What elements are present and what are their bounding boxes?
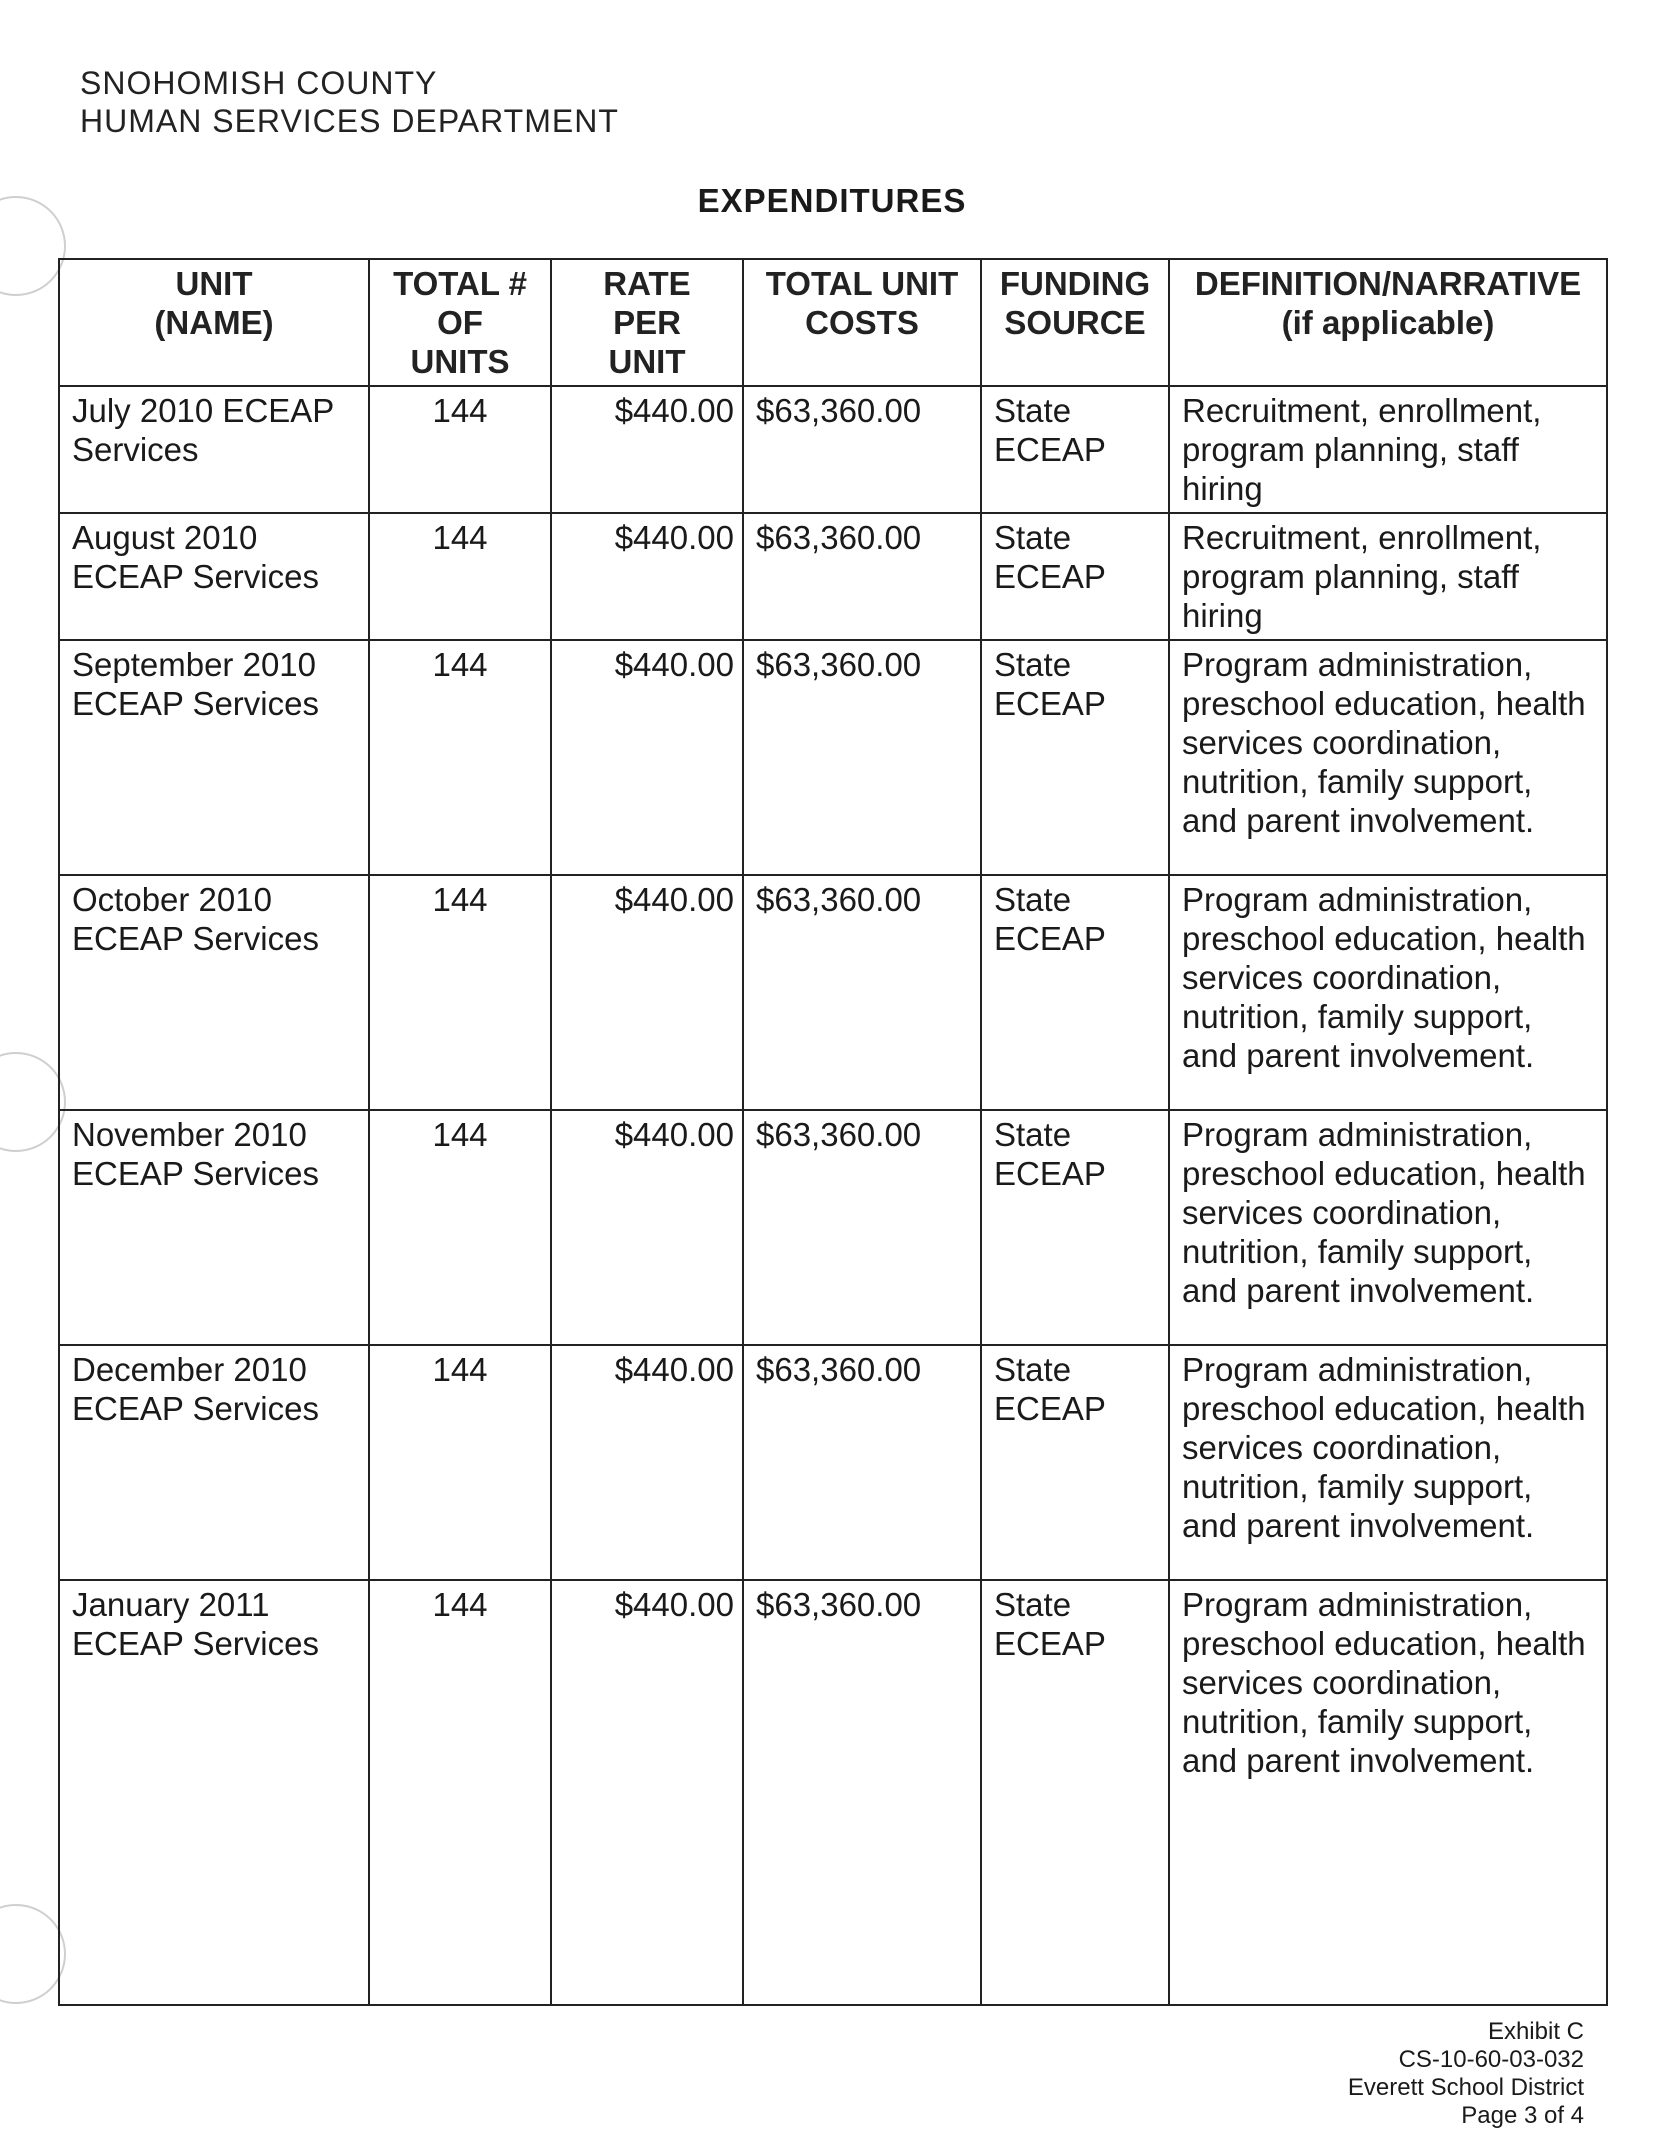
rate-cell: $440.00 (551, 1345, 743, 1580)
column-header-total-unit-costs: TOTAL UNIT COSTS (743, 259, 981, 386)
narrative-cell: Program administration, preschool education, health services coordination, nutrition, family support, and parent involvement. (1169, 1345, 1607, 1580)
narrative-cell: Program administration, preschool education, health services coordination, nutrition, family support, and parent involvement. (1169, 640, 1607, 875)
table-row (59, 1580, 1607, 2005)
funding-source-cell: State ECEAP (981, 875, 1169, 1110)
document-footer (1348, 2018, 1584, 2130)
funding-source-cell: State ECEAP (981, 1110, 1169, 1345)
narrative-cell: Program administration, preschool education, health services coordination, nutrition, family support, and parent involvement. (1169, 1110, 1607, 1345)
column-header-definition-narrative: DEFINITION/NARRATIVE (if applicable) (1169, 259, 1607, 386)
total-cost-cell: $63,360.00 (743, 1345, 981, 1580)
funding-source-cell: State ECEAP (981, 386, 1169, 513)
total-cost-cell: $63,360.00 (743, 386, 981, 513)
total-cost-cell: $63,360.00 (743, 1580, 981, 2005)
narrative-cell: Recruitment, enrollment, program planning, staff hiring (1169, 386, 1607, 513)
total-units-cell: 144 (369, 1580, 551, 2005)
unit-name-cell: July 2010 ECEAP Services (59, 386, 369, 513)
unit-name-cell: September 2010 ECEAP Services (59, 640, 369, 875)
expenditures-table (58, 258, 1608, 2006)
table-row (59, 640, 1607, 875)
narrative-cell: Program administration, preschool education, health services coordination, nutrition, family support, and parent involvement. (1169, 1580, 1607, 2005)
total-cost-cell: $63,360.00 (743, 1110, 981, 1345)
column-header-total-units: TOTAL # OF UNITS (369, 259, 551, 386)
total-units-cell: 144 (369, 513, 551, 640)
table-row (59, 875, 1607, 1110)
county-name: SNOHOMISH COUNTY (80, 65, 438, 101)
department-name: HUMAN SERVICES DEPARTMENT (80, 103, 619, 139)
district-name: Everett School District (1347, 2074, 1584, 2101)
narrative-cell: Recruitment, enrollment, program planning, staff hiring (1169, 513, 1607, 640)
punch-hole-middle (0, 1052, 66, 1152)
table-row (59, 386, 1607, 513)
unit-name-cell: October 2010 ECEAP Services (59, 875, 369, 1110)
contract-number: CS-10-60-03-032 (1398, 2046, 1584, 2073)
page-title: EXPENDITURES (697, 182, 967, 219)
column-header-funding-source: FUNDING SOURCE (981, 259, 1169, 386)
exhibit-label: Exhibit C (1487, 2018, 1584, 2045)
narrative-cell: Program administration, preschool education, health services coordination, nutrition, family support, and parent involvement. (1169, 875, 1607, 1110)
column-header-rate-per-unit: RATE PER UNIT (551, 259, 743, 386)
table-row (59, 1110, 1607, 1345)
column-header-unit-name: UNIT (NAME) (59, 259, 369, 386)
table-row (59, 513, 1607, 640)
total-units-cell: 144 (369, 875, 551, 1110)
unit-name-cell: January 2011 ECEAP Services (59, 1580, 369, 2005)
rate-cell: $440.00 (551, 1110, 743, 1345)
funding-source-cell: State ECEAP (981, 513, 1169, 640)
page-number: Page 3 of 4 (1461, 2102, 1584, 2129)
total-cost-cell: $63,360.00 (743, 875, 981, 1110)
table-header-row (59, 259, 1607, 386)
rate-cell: $440.00 (551, 640, 743, 875)
rate-cell: $440.00 (551, 386, 743, 513)
table-row (59, 1345, 1607, 1580)
unit-name-cell: December 2010 ECEAP Services (59, 1345, 369, 1580)
funding-source-cell: State ECEAP (981, 1345, 1169, 1580)
unit-name-cell: August 2010 ECEAP Services (59, 513, 369, 640)
funding-source-cell: State ECEAP (981, 1580, 1169, 2005)
punch-hole-bottom (0, 1904, 66, 2004)
total-units-cell: 144 (369, 1345, 551, 1580)
total-units-cell: 144 (369, 1110, 551, 1345)
department-header (80, 64, 619, 140)
total-cost-cell: $63,360.00 (743, 513, 981, 640)
total-cost-cell: $63,360.00 (743, 640, 981, 875)
unit-name-cell: November 2010 ECEAP Services (59, 1110, 369, 1345)
funding-source-cell: State ECEAP (981, 640, 1169, 875)
total-units-cell: 144 (369, 640, 551, 875)
rate-cell: $440.00 (551, 1580, 743, 2005)
rate-cell: $440.00 (551, 875, 743, 1110)
rate-cell: $440.00 (551, 513, 743, 640)
total-units-cell: 144 (369, 386, 551, 513)
